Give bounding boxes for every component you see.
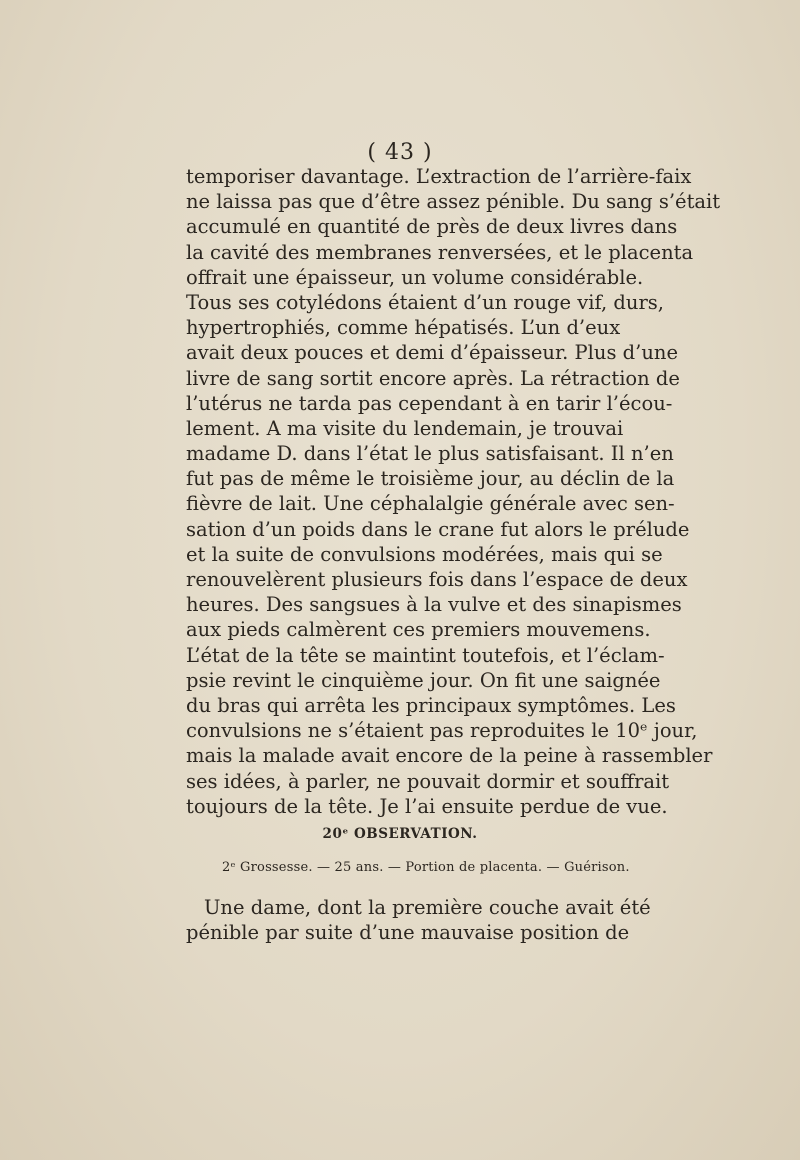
observation-heading: 20ᵉ OBSERVATION. — [322, 826, 478, 842]
text-line: toujours de la tête. Je l’ai ensuite perdue de vue. — [186, 794, 668, 818]
text-line: temporiser davantage. L’extraction de l’arrière-faix — [186, 165, 692, 188]
paragraph-observation-20-start — [186, 895, 651, 945]
text-line: L’état de la tête se maintint toutefois, et l’éclam- — [186, 643, 665, 667]
text-line: convulsions ne s’étaient pas reproduites le 10ᵉ jour, — [186, 719, 698, 743]
text-line: mais la malade avait encore de la peine à rassembler — [186, 744, 713, 768]
text-line: livre de sang sortit encore après. La rétraction de — [186, 366, 680, 390]
text-line: madame D. dans l’état le plus satisfaisant. Il n’en — [186, 442, 674, 466]
text-line: fut pas de même le troisième jour, au déclin de la — [186, 467, 675, 491]
text-line: lement. A ma visite du lendemain, je trouvai — [186, 416, 624, 440]
text-line: accumulé en quantité de près de deux livres dans — [186, 215, 678, 239]
text-line: heures. Des sangsues à la vulve et des sinapismes — [186, 593, 682, 617]
observation-subheading: 2ᵉ Grossesse. — 25 ans. — Portion de placenta. — Guérison. — [222, 860, 630, 875]
text-line: du bras qui arrêta les principaux symptômes. Les — [186, 693, 676, 717]
text-line: pénible par suite d’une mauvaise position de — [186, 921, 630, 945]
text-line: ne laissa pas que d’être assez pénible. Du sang s’était — [186, 190, 721, 214]
text-line: avait deux pouces et demi d’épaisseur. Plus d’une — [186, 341, 679, 365]
text-line: sation d’un poids dans le crane fut alors le prélude — [186, 517, 690, 541]
text-line: renouvelèrent plusieurs fois dans l’espace de deux — [186, 568, 688, 591]
text-line: ses idées, à parler, ne pouvait dormir et souffrait — [186, 769, 670, 793]
text-line: Tous ses cotylédons étaient d’un rouge vif, durs, — [186, 290, 664, 314]
page-number: ( 43 ) — [367, 140, 433, 165]
text-line: l’utérus ne tarda pas cependant à en tarir l’écou- — [186, 391, 673, 415]
text-line: psie revint le cinquième jour. On fit une saignée — [186, 668, 661, 692]
paragraph-observation-19-end — [186, 164, 721, 819]
text-line: la cavité des membranes renversées, et le placenta — [186, 240, 694, 264]
text-line: Une dame, dont la première couche avait été — [204, 896, 651, 919]
text-line: aux pieds calmèrent ces premiers mouvemens. — [186, 618, 651, 642]
text-line: fièvre de lait. Une céphalalgie générale avec sen- — [186, 492, 675, 516]
text-line: offrait une épaisseur, un volume considérable. — [186, 265, 644, 289]
text-line: hypertrophiés, comme hépatisés. L’un d’eux — [186, 316, 621, 340]
text-line: et la suite de convulsions modérées, mais qui se — [186, 542, 663, 566]
